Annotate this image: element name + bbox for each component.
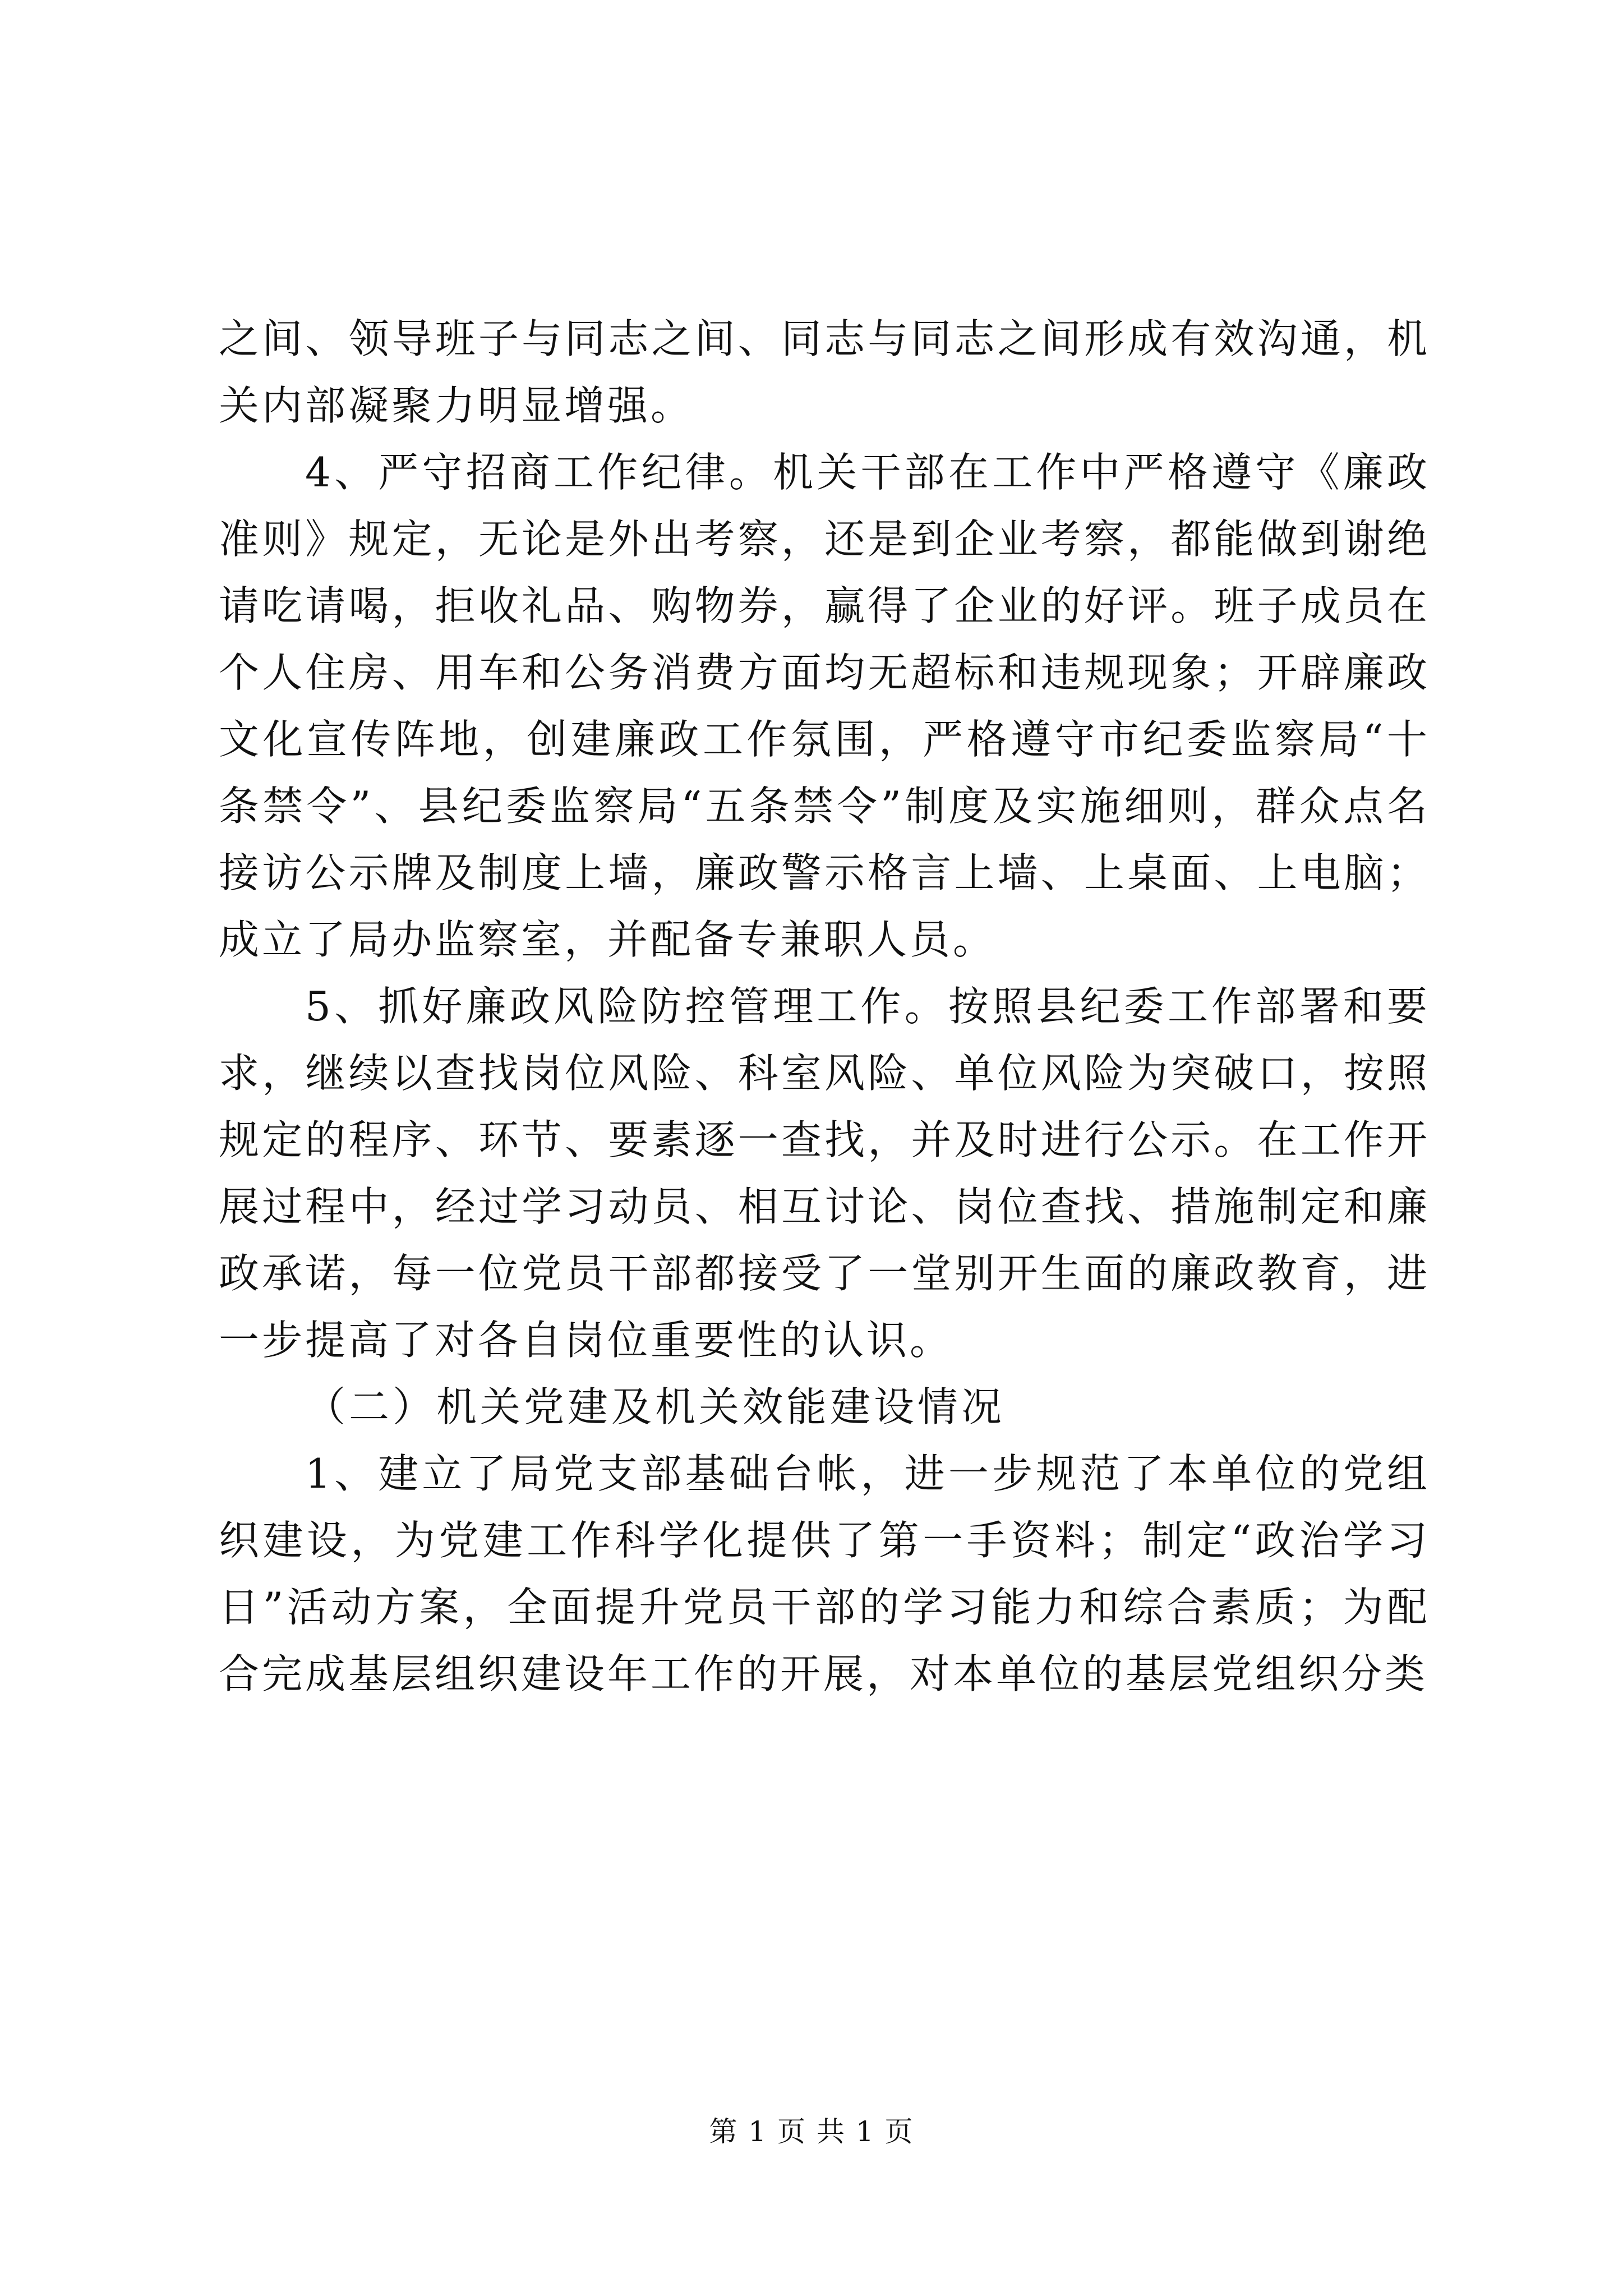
paragraph-item-1: 1、建立了局党支部基础台帐，进一步规范了本单位的党组织建设，为党建工作科学化提供了第一手资料；制定“政治学习日”活动方案，全面提升党员干部的学习能力和综合素质；为配合完成基层组织建设年工作的开展，对本单位的基层党组织分类 [219, 1450, 1430, 1697]
paragraph-continuation: 之间、领导班子与同志之间、同志与同志之间形成有效沟通，机关内部凝聚力明显增强。 [219, 315, 1430, 429]
document-body [219, 306, 1430, 1708]
section-heading: （二）机关党建及机关效能建设情况 [305, 1383, 1006, 1430]
paragraph-item-4: 4、严守招商工作纪律。机关干部在工作中严格遵守《廉政准则》规定，无论是外出考察，还是到企业考察，都能做到谢绝请吃请喝，拒收礼品、购物券，赢得了企业的好评。班子成员在个人住房、用车和公务消费方面均无超标和违规现象；开辟廉政文化宣传阵地，创建廉政工作氛围，严格遵守市纪委监察局“十条禁令”、县纪委监察局“五条禁令”制度及实施细则，群众点名接访公示牌及制度上墙，廉政警示格言上墙、上桌面、上电脑；成立了局办监察室，并配备专兼职人员。 [219, 449, 1430, 963]
page-footer: 第 1 页 共 1 页 [709, 2115, 914, 2148]
paragraph-item-5: 5、抓好廉政风险防控管理工作。按照县纪委工作部署和要求，继续以查找岗位风险、科室风险、单位风险为突破口，按照规定的程序、环节、要素逐一查找，并及时进行公示。在工作开展过程中，经过学习动员、相互讨论、岗位查找、措施制定和廉政承诺，每一位党员干部都接受了一堂别开生面的廉政教育，进一步提高了对各自岗位重要性的认识。 [219, 983, 1430, 1364]
